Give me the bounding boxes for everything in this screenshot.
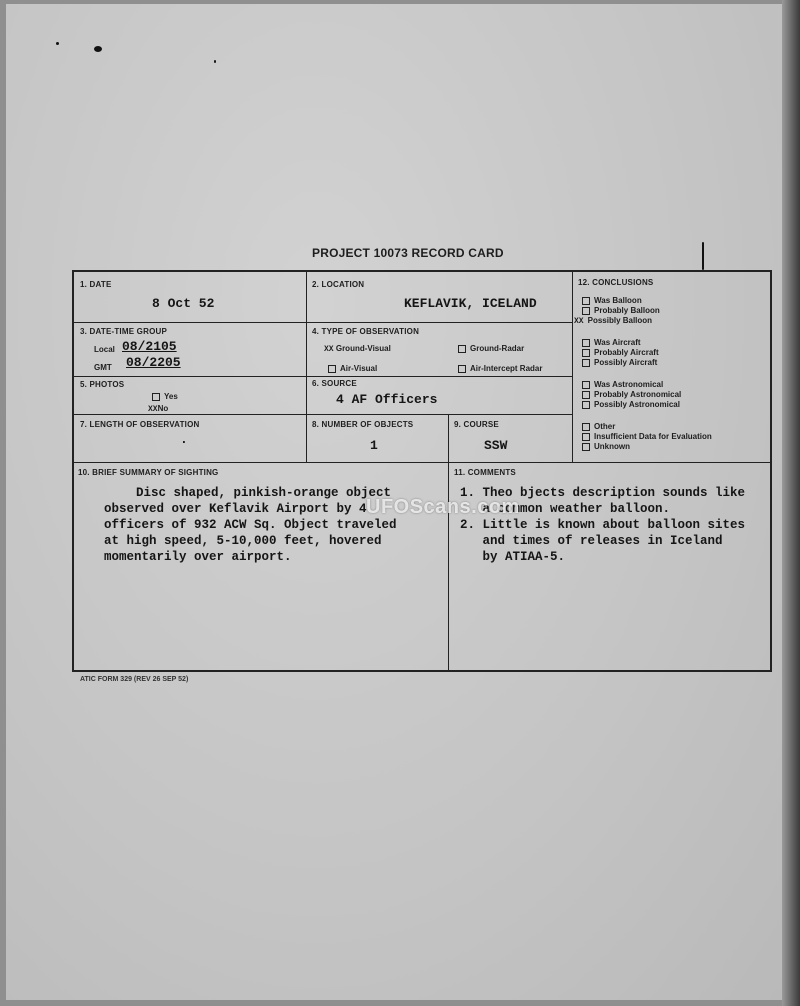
option-label: No: [157, 404, 169, 413]
checkbox-icon: [582, 401, 590, 409]
checkbox-icon: [582, 349, 590, 357]
location-value: KEFLAVIK, ICELAND: [404, 296, 537, 311]
summary-line: momentarily over airport.: [104, 550, 292, 564]
conclusion-was-aircraft: [582, 338, 641, 347]
conclusion-label: Was Astronomical: [594, 380, 664, 389]
summary-line: observed over Keflavik Airport by 4: [104, 502, 367, 516]
checkbox-icon: [582, 359, 590, 367]
photos-label: 5. PHOTOS: [80, 380, 125, 389]
checkbox-icon: [582, 307, 590, 315]
checkbox-icon: [328, 365, 336, 373]
conclusion-label: Insufficient Data for Evaluation: [594, 432, 712, 441]
conclusion-label: Was Balloon: [594, 296, 642, 305]
ink-speck: [56, 42, 59, 45]
comment-line: 1. Theo bjects description sounds like: [460, 486, 746, 500]
course-value: SSW: [484, 438, 508, 453]
checked-mark: XX: [324, 345, 334, 354]
checkbox-icon: [152, 393, 160, 401]
conclusion-label: Probably Astronomical: [594, 390, 682, 399]
checkbox-icon: [582, 391, 590, 399]
conclusion-label: Was Aircraft: [594, 338, 641, 347]
ink-speck: [214, 60, 216, 63]
checkbox-icon: [582, 433, 590, 441]
length-of-observation-label: 7. LENGTH OF OBSERVATION: [80, 420, 200, 429]
date-value: 8 Oct 52: [152, 296, 215, 311]
conclusion-possibly-balloon: [574, 316, 652, 326]
length-of-observation-value: .: [180, 432, 188, 447]
obs-air-visual: [328, 364, 377, 373]
card-title: PROJECT 10073 RECORD CARD: [312, 246, 504, 260]
conclusion-insufficient-data: [582, 432, 712, 441]
type-of-observation-label: 4. TYPE OF OBSERVATION: [312, 327, 420, 336]
conclusion-label: Possibly Aircraft: [594, 358, 658, 367]
photos-no: [148, 404, 168, 414]
comment-line: and times of releases in Iceland: [460, 534, 723, 548]
obs-ground-radar: [458, 344, 524, 353]
gmt-label: GMT: [94, 363, 112, 372]
course-label: 9. COURSE: [454, 420, 499, 429]
conclusion-probably-astronomical: [582, 390, 681, 399]
document-page: [6, 4, 782, 1000]
conclusion-unknown: [582, 442, 630, 451]
option-label: Ground-Radar: [470, 344, 525, 353]
source-label: 6. SOURCE: [312, 379, 357, 388]
checkbox-icon: [582, 381, 590, 389]
checked-mark: XX: [574, 317, 584, 326]
comment-line: a common weather balloon.: [460, 502, 671, 516]
gmt-value: 08/2205: [126, 355, 181, 370]
summary-label: 10. BRIEF SUMMARY OF SIGHTING: [78, 468, 219, 477]
number-of-objects-label: 8. NUMBER OF OBJECTS: [312, 420, 414, 429]
checkbox-icon: [582, 339, 590, 347]
summary-line: Disc shaped, pinkish-orange object: [136, 486, 392, 500]
option-label: Air-Intercept Radar: [470, 364, 543, 373]
location-label: 2. LOCATION: [312, 280, 365, 289]
option-label: Air-Visual: [340, 364, 378, 373]
conclusion-possibly-aircraft: [582, 358, 657, 367]
checkbox-icon: [582, 443, 590, 451]
conclusion-was-balloon: [582, 296, 642, 305]
conclusion-label: Probably Aircraft: [594, 348, 659, 357]
date-time-group-label: 3. DATE-TIME GROUP: [80, 327, 168, 336]
ink-speck: [94, 46, 102, 52]
conclusion-other: [582, 422, 615, 431]
comments-label: 11. COMMENTS: [454, 468, 516, 477]
watermark-text: UFOScans.com: [366, 496, 520, 518]
checkbox-icon: [458, 365, 466, 373]
number-of-objects-value: 1: [370, 438, 378, 453]
obs-ground-visual: [324, 344, 391, 354]
form-number: ATIC FORM 329 (REV 26 SEP 52): [80, 676, 189, 683]
checkbox-icon: [582, 423, 590, 431]
local-value: 08/2105: [122, 339, 177, 354]
conclusion-label: Possibly Balloon: [587, 316, 653, 325]
conclusion-label: Possibly Astronomical: [594, 400, 680, 409]
conclusions-label: 12. CONCLUSIONS: [578, 278, 654, 287]
scan-edge: [782, 0, 800, 1006]
conclusion-probably-balloon: [582, 306, 660, 315]
conclusion-label: Other: [594, 422, 616, 431]
summary-line: at high speed, 5-10,000 feet, hovered: [104, 534, 382, 548]
summary-line: officers of 932 ACW Sq. Object traveled: [104, 518, 397, 532]
source-value: 4 AF Officers: [336, 392, 438, 407]
date-label: 1. DATE: [80, 280, 112, 289]
obs-air-intercept-radar: [458, 364, 542, 373]
checkbox-icon: [582, 297, 590, 305]
option-label: Yes: [164, 392, 178, 401]
conclusion-possibly-astronomical: [582, 400, 680, 409]
comment-line: by ATIAA-5.: [460, 550, 566, 564]
conclusion-label: Unknown: [594, 442, 630, 451]
local-label: Local: [94, 345, 115, 354]
checkbox-icon: [458, 345, 466, 353]
comment-line: 2. Little is known about balloon sites: [460, 518, 746, 532]
ink-speck: [702, 242, 704, 270]
checked-mark: XX: [148, 405, 158, 414]
conclusion-was-astronomical: [582, 380, 663, 389]
conclusion-label: Probably Balloon: [594, 306, 660, 315]
conclusion-probably-aircraft: [582, 348, 659, 357]
photos-yes: [152, 392, 178, 401]
record-card: [72, 270, 772, 672]
option-label: Ground-Visual: [335, 344, 391, 353]
